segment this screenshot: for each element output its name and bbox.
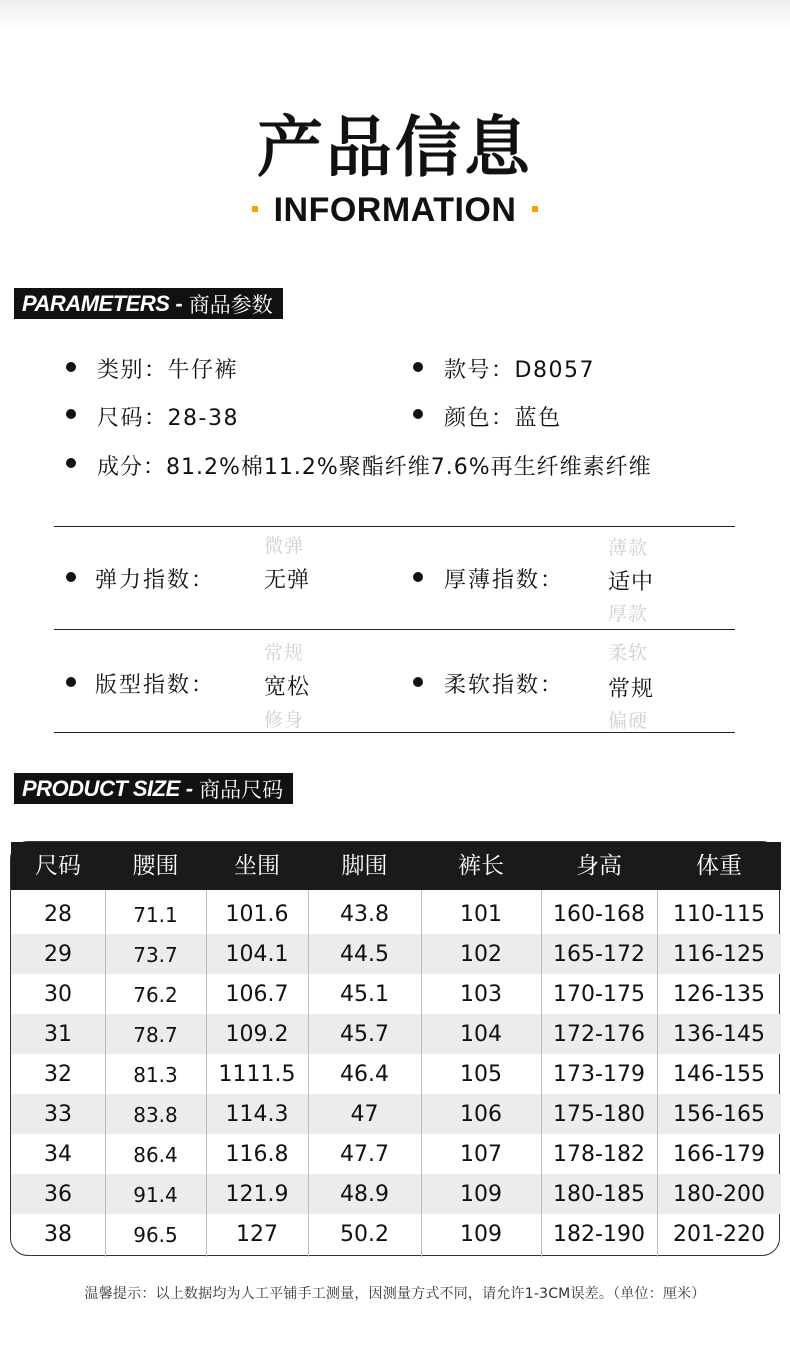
column-divider bbox=[105, 890, 106, 1257]
cell-hip: 104.1 bbox=[225, 942, 289, 967]
fit-index-value: 宽松 bbox=[264, 675, 311, 700]
param-value: D8057 bbox=[514, 358, 595, 383]
divider-line bbox=[54, 526, 735, 527]
cell-waist: 73.7 bbox=[133, 943, 178, 967]
column-divider bbox=[206, 890, 207, 1257]
col-header-waist: 腰围 bbox=[132, 853, 179, 879]
table-row bbox=[11, 934, 781, 974]
cell-leg-opening: 50.2 bbox=[340, 1222, 389, 1247]
page-title: 产品信息 bbox=[257, 109, 533, 186]
cell-weight: 126-135 bbox=[673, 982, 765, 1007]
cell-weight: 146-155 bbox=[673, 1062, 765, 1087]
param-category bbox=[97, 353, 238, 384]
fit-option-above: 常规 bbox=[264, 642, 305, 664]
bullet bbox=[66, 362, 76, 372]
cell-waist: 83.8 bbox=[133, 1103, 178, 1127]
cell-weight: 116-125 bbox=[673, 942, 765, 967]
cell-hip: 106.7 bbox=[225, 982, 289, 1007]
param-composition bbox=[97, 450, 652, 481]
param-label: 成分： bbox=[97, 455, 167, 480]
cell-height: 178-182 bbox=[553, 1142, 645, 1167]
cell-length: 105 bbox=[460, 1062, 502, 1087]
cell-leg-opening: 44.5 bbox=[340, 942, 389, 967]
cell-hip: 127 bbox=[236, 1222, 278, 1247]
param-value: 牛仔裤 bbox=[167, 358, 239, 383]
bullet bbox=[413, 572, 423, 582]
softness-option-above: 柔软 bbox=[608, 642, 649, 664]
cell-weight: 110-115 bbox=[673, 902, 765, 927]
param-size bbox=[97, 401, 239, 432]
size-section-label bbox=[14, 773, 293, 804]
softness-option-below: 偏硬 bbox=[608, 710, 649, 732]
cell-length: 109 bbox=[460, 1222, 502, 1247]
thickness-index-value: 适中 bbox=[608, 570, 655, 595]
cell-length: 102 bbox=[460, 942, 502, 967]
cell-hip: 121.9 bbox=[225, 1182, 289, 1207]
cell-weight: 156-165 bbox=[673, 1102, 765, 1127]
cell-length: 106 bbox=[460, 1102, 502, 1127]
cell-waist: 96.5 bbox=[133, 1223, 178, 1247]
col-header-weight: 体重 bbox=[696, 853, 742, 879]
measurement-note: 温馨提示：以上数据均为人工平铺手工测量，因测量方式不同，请允许1-3CM误差。（单位：厘米） bbox=[84, 1286, 706, 1302]
param-style-number bbox=[444, 353, 595, 384]
size-table bbox=[10, 841, 780, 1256]
col-header-height: 身高 bbox=[576, 853, 622, 879]
col-header-leg-opening: 脚围 bbox=[341, 853, 388, 879]
cell-size: 36 bbox=[44, 1182, 72, 1207]
param-label: 尺码： bbox=[97, 406, 168, 431]
cell-waist: 76.2 bbox=[133, 983, 178, 1007]
cell-leg-opening: 48.9 bbox=[340, 1182, 389, 1207]
elasticity-index-label: 弹力指数： bbox=[95, 568, 216, 593]
accent-dot-right bbox=[532, 206, 538, 212]
cell-length: 101 bbox=[460, 902, 502, 927]
table-row bbox=[11, 1094, 781, 1134]
cell-leg-opening: 45.7 bbox=[340, 1022, 389, 1047]
thickness-index-label: 厚薄指数： bbox=[444, 568, 565, 593]
column-divider bbox=[308, 890, 309, 1257]
page-subtitle bbox=[0, 191, 790, 230]
cell-leg-opening: 45.1 bbox=[340, 982, 389, 1007]
table-row bbox=[11, 894, 781, 934]
cell-length: 109 bbox=[460, 1182, 502, 1207]
size-label-cn: 商品尺码 bbox=[199, 777, 284, 802]
cell-weight: 201-220 bbox=[673, 1222, 765, 1247]
cell-hip: 116.8 bbox=[225, 1142, 289, 1167]
param-value: 81.2%棉11.2%聚酯纤维7.6%再生纤维素纤维 bbox=[166, 455, 652, 480]
cell-waist: 78.7 bbox=[133, 1023, 178, 1047]
param-value: 蓝色 bbox=[514, 406, 562, 431]
page-subtitle-text: INFORMATION bbox=[273, 191, 517, 229]
cell-weight: 180-200 bbox=[673, 1182, 765, 1207]
cell-length: 107 bbox=[460, 1142, 502, 1167]
cell-weight: 136-145 bbox=[673, 1022, 765, 1047]
bullet bbox=[66, 572, 76, 582]
bullet bbox=[66, 677, 76, 687]
cell-height: 170-175 bbox=[553, 982, 645, 1007]
table-row bbox=[11, 1214, 781, 1254]
accent-dot-left bbox=[252, 206, 258, 212]
cell-leg-opening: 46.4 bbox=[340, 1062, 389, 1087]
cell-height: 165-172 bbox=[553, 942, 645, 967]
elasticity-index-value: 无弹 bbox=[264, 568, 311, 593]
table-row bbox=[11, 1014, 781, 1054]
cell-size: 28 bbox=[44, 902, 72, 927]
size-label-en: PRODUCT SIZE bbox=[22, 775, 180, 801]
size-table-header bbox=[11, 842, 781, 890]
softness-index-value: 常规 bbox=[608, 677, 655, 702]
thickness-option-above: 薄款 bbox=[608, 537, 649, 559]
cell-waist: 81.3 bbox=[133, 1063, 178, 1087]
parameters-label-sep: - bbox=[175, 290, 183, 316]
cell-height: 180-185 bbox=[553, 1182, 645, 1207]
cell-hip: 109.2 bbox=[225, 1022, 289, 1047]
bullet bbox=[413, 362, 423, 372]
cell-height: 175-180 bbox=[553, 1102, 645, 1127]
cell-waist: 86.4 bbox=[133, 1143, 178, 1167]
table-row bbox=[11, 974, 781, 1014]
thickness-option-below: 厚款 bbox=[608, 603, 649, 625]
cell-leg-opening: 47 bbox=[350, 1102, 379, 1127]
cell-height: 182-190 bbox=[553, 1222, 645, 1247]
parameters-label-en: PARAMETERS bbox=[22, 290, 170, 316]
cell-waist: 91.4 bbox=[133, 1183, 178, 1207]
fit-option-below: 修身 bbox=[264, 709, 305, 731]
param-color bbox=[444, 401, 562, 432]
fit-index-label: 版型指数： bbox=[95, 673, 216, 698]
cell-length: 103 bbox=[460, 982, 502, 1007]
table-row bbox=[11, 1134, 781, 1174]
col-header-length: 裤长 bbox=[458, 853, 504, 879]
col-header-hip: 坐围 bbox=[234, 853, 280, 879]
parameters-section-label bbox=[14, 288, 283, 319]
bullet bbox=[413, 677, 423, 687]
elasticity-option-above: 微弹 bbox=[264, 535, 305, 557]
cell-size: 29 bbox=[44, 942, 72, 967]
cell-size: 30 bbox=[44, 982, 72, 1007]
param-label: 颜色： bbox=[444, 406, 515, 431]
bullet bbox=[413, 409, 423, 419]
size-label-sep: - bbox=[185, 775, 194, 801]
cell-hip: 101.6 bbox=[225, 902, 289, 927]
cell-size: 38 bbox=[44, 1222, 72, 1247]
column-divider bbox=[541, 890, 542, 1257]
column-divider bbox=[657, 890, 658, 1257]
cell-length: 104 bbox=[460, 1022, 502, 1047]
softness-index-label: 柔软指数： bbox=[444, 673, 565, 698]
cell-height: 172-176 bbox=[553, 1022, 645, 1047]
table-row bbox=[11, 1174, 781, 1214]
bullet bbox=[66, 409, 76, 419]
parameters-label-cn: 商品参数 bbox=[188, 292, 273, 317]
cell-size: 34 bbox=[44, 1142, 72, 1167]
cell-hip: 114.3 bbox=[225, 1102, 289, 1127]
bullet bbox=[66, 458, 76, 468]
cell-height: 173-179 bbox=[553, 1062, 645, 1087]
column-divider bbox=[421, 890, 422, 1257]
cell-waist: 71.1 bbox=[133, 903, 178, 927]
param-label: 款号： bbox=[444, 358, 515, 383]
col-header-size: 尺码 bbox=[35, 853, 81, 879]
divider-line bbox=[54, 732, 735, 733]
cell-leg-opening: 43.8 bbox=[340, 902, 389, 927]
divider-line bbox=[54, 629, 735, 630]
table-row bbox=[11, 1054, 781, 1094]
cell-size: 32 bbox=[44, 1062, 72, 1087]
cell-weight: 166-179 bbox=[673, 1142, 765, 1167]
param-label: 类别： bbox=[97, 358, 168, 383]
cell-hip: 1111.5 bbox=[218, 1062, 296, 1087]
cell-size: 33 bbox=[44, 1102, 72, 1127]
cell-height: 160-168 bbox=[553, 902, 645, 927]
param-value: 28-38 bbox=[167, 406, 239, 431]
top-shade bbox=[0, 0, 790, 30]
cell-size: 31 bbox=[44, 1022, 72, 1047]
cell-leg-opening: 47.7 bbox=[340, 1142, 389, 1167]
